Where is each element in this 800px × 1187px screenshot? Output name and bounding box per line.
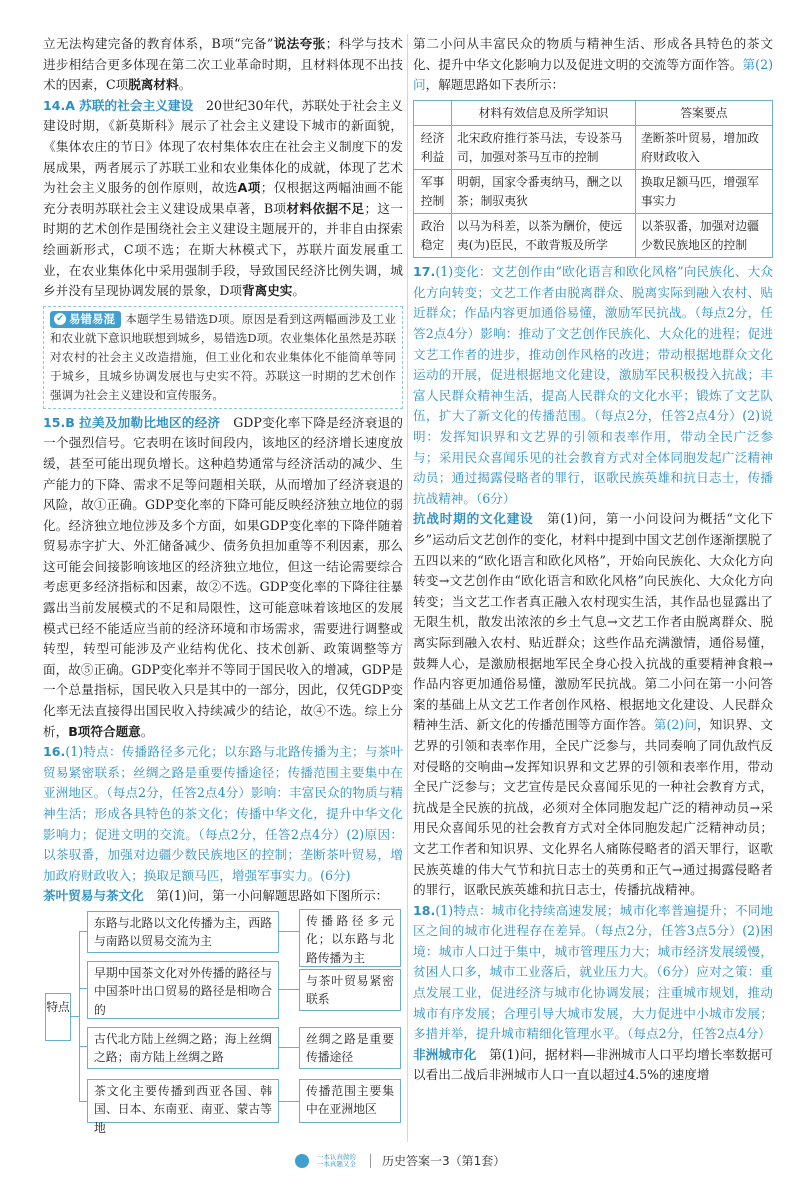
table-cell: 以茶驭番，加强对边疆少数民族地区的控制 bbox=[635, 214, 772, 258]
diagram-connector bbox=[79, 931, 80, 1101]
tea-analysis: 茶叶贸易与茶文化 第(1)问，第一小问解题思路如下图所示： bbox=[43, 888, 389, 904]
table-row-label: 政治稳定 bbox=[414, 214, 452, 258]
diagram-connector bbox=[79, 988, 87, 989]
analysis-table bbox=[413, 100, 773, 259]
diagram-connector bbox=[71, 1016, 79, 1017]
footer-separator bbox=[370, 1154, 371, 1168]
africa-topic: 非洲城市化 bbox=[413, 1046, 477, 1062]
diagram-feature-box: 与茶叶贸易紧密联系 bbox=[299, 969, 401, 1011]
diagram-material-box: 东路与北路以文化传播为主，西路与南路以贸易交流为主 bbox=[87, 911, 279, 953]
error-tip-text: 本题学生易错选D项。原因是看到这两幅画涉及工业和农业就下意识地联想到城乡，易错选D项。农业集体化虽然是苏联对农村的社会主义改造措施，但工业化和农业集体化不能简单等同于城乡，且城乡协调发展也与史实不符。苏联这一时期的艺术创作强调为社会主义建设和宣传服务。 bbox=[50, 311, 396, 402]
question-14: 14.A 苏联的社会主义建设 20世纪30年代，苏联处于社会主义建设时期，《新莫斯科》展示了社会主义建设下城市的新面貌，《集体农庄的节日》体现了农村集体农庄在社会主义制度下的发展成果，两者展示了苏联工业和农业集体化的成就，体现了艺术为社会主义服务的创作原则，故选A项；仅根据这两幅油画不能充分表明苏联社会主义建设成果卓著，B项材料依据不足；这一时期的艺术创作是围绕社会主义建设主题展开的，并非自由探索绘画新形式，C项不选；在斯大林模式下，苏联片面发展重工业，在农业集体化中采用强制手段，导致国民经济比例失调，城乡并没有呈现协调发展的景象，D项背离史实。 bbox=[43, 97, 404, 299]
question-15-number: 15.B bbox=[43, 414, 75, 430]
table-cell: 北宋政府推行茶马法，专设茶马司，加强对茶马互市的控制 bbox=[452, 126, 636, 170]
question-18 bbox=[413, 901, 773, 1045]
table-cell: 以马为科差，以茶为酬价，使远夷(为)臣民，不敢背叛及所学 bbox=[452, 214, 636, 258]
diagram-connector bbox=[79, 1101, 87, 1102]
error-tip-badge: ✔ 易错易混 bbox=[50, 311, 121, 328]
diagram-arrow bbox=[279, 989, 299, 990]
question-16-number: 16. bbox=[43, 744, 66, 760]
diagram-side-label: 特点 bbox=[45, 993, 71, 1041]
africa-analysis: 非洲城市化 第(1)问，据材料—非洲城市人口平均增长率数据可以看出二战后非洲城市人口一直以超过4.5%的速度增 bbox=[413, 1046, 774, 1083]
question-16 bbox=[43, 742, 403, 886]
table-cell: 换取足额马匹，增强军事实力 bbox=[635, 170, 772, 214]
table-cell: 明朝，国家令番夷纳马，酬之以茶；制驭夷狄 bbox=[452, 170, 636, 214]
tea-topic: 茶叶贸易与茶文化 bbox=[43, 888, 144, 904]
page-footer bbox=[0, 1150, 800, 1178]
features-diagram bbox=[43, 909, 403, 1135]
diagram-material-box: 古代北方陆上丝绸之路；海上丝绸之路；南方陆上丝绸之路 bbox=[87, 1027, 279, 1069]
table-row bbox=[414, 170, 773, 214]
table-header-cell: 答案要点 bbox=[635, 100, 772, 126]
brand-text: 一本认真做的 一本真题又全 bbox=[316, 1152, 356, 1168]
diagram-connector bbox=[79, 931, 87, 932]
table-header-row bbox=[414, 100, 773, 126]
diagram-feature-box: 传播范围主要集中在亚洲地区 bbox=[299, 1079, 401, 1123]
table-row-label: 经济利益 bbox=[414, 126, 452, 170]
war-analysis: 抗战时期的文化建设 第(1)问，第一小问设问为概括“文化下乡”运动后文艺创作的变化，材料中提到中国文艺创作逐渐摆脱了五四以来的“欧化语言和欧化风格”，开始向民族化、大众化方向转变→文艺创作由“欧化语言和欧化风格”向民族化、大众化方向转变；当文艺工作者真正融入农村现实生活，其作品也显露出了无限生机，散发出浓浓的乡土气息→文艺工作者由脱离群众、脱离实际到融入农村、贴近群众；这些作品充满激情，通俗易懂，鼓舞人心，是激励根据地军民全身心投入抗战的重要精神食粮→作品内容更加通俗易懂，激励军民抗战。第二小问在第一小问答案的基础上从文艺工作者创作风格、根据地文化建设、人民群众精神生活、新文化的传播范围等方面作答。第(2)问，知识界、文艺界的引领和表率作用，全民广泛参与，共同奏响了同仇敌忾反对侵略的交响曲→发挥知识界和文艺界的引领和表率作用，带动全民广泛参与；文艺宣传是民众喜闻乐见的一种社会教育方式，抗战是全民族的抗战，必须对全体同胞发起广泛的精神动员→采用民众喜闻乐见的社会教育方式对全体同胞发起广泛精神动员；文艺工作者和知识界、文化界名人痛陈侵略者的滔天罪行，讴歌民族英雄的伟大气节和抗日志士的英勇和正气→通过揭露侵略者的罪行，讴歌民族英雄和抗日志士，传播抗战精神。 bbox=[413, 511, 774, 898]
diagram-material-box: 茶文化主要传播到西亚各国、韩国、日本、东南亚、南亚、蒙古等地 bbox=[87, 1079, 279, 1123]
table-header-blank bbox=[414, 100, 452, 126]
diagram-connector bbox=[79, 1046, 87, 1047]
table-row bbox=[414, 214, 773, 258]
right-column bbox=[413, 34, 773, 1086]
diagram-arrow bbox=[279, 1101, 299, 1102]
question-15-topic: 拉美及加勒比地区的经济 bbox=[79, 414, 221, 430]
diagram-feature-box: 丝绸之路是重要传播途径 bbox=[299, 1027, 401, 1069]
error-tip-box bbox=[43, 306, 403, 409]
column-divider bbox=[407, 34, 408, 1142]
question-17-number: 17. bbox=[413, 264, 436, 280]
diagram-arrow bbox=[279, 1047, 299, 1048]
question-18-number: 18. bbox=[413, 902, 436, 918]
diagram-arrow bbox=[279, 931, 299, 932]
paragraph-continuation: 立无法构建完备的教育体系，B项“完备”说法夸张；科学与技术进步相结合更多体现在第二次工业革命时期，且材料体现不出技术的因素，C项脱离材料。 bbox=[43, 36, 404, 93]
diagram-feature-box: 传播路径多元化；以东路与北路传播为主 bbox=[299, 909, 401, 967]
table-cell: 垄断茶叶贸易，增加政府财政收入 bbox=[635, 126, 772, 170]
question-17-answer: (1)变化：文艺创作由“欧化语言和欧化风格”向民族化、大众化方向转变；文艺工作者由脱离群众、脱离实际到融入农村、贴近群众；作品内容更加通俗易懂，激励军民抗战。（每点2分，任答2点4分）影响：推动了文艺创作民族化、大众化的进程；促进文艺工作者的进步，推动创作风格的改进；带动根据地群众文化运动的开展，促进根据地文化建设，激励军民积极投入抗战；丰富人民群众精神生活，提高人民群众的文化水平；锻炼了文艺队伍，扩大了新文化的传播范围。（每点2分，任答2点4分）(2)说明：发挥知识界和文艺界的引领和表率作用，带动全民广泛参与；采用民众喜闻乐见的社会教育方式对全体同胞发起广泛精神动员；通过揭露侵略者的罪行，讴歌民族英雄和抗日志士，传播抗战精神。（6分） bbox=[413, 264, 773, 506]
table-row bbox=[414, 126, 773, 170]
question-17 bbox=[413, 262, 773, 509]
question-18-answer: (1)特点：城市化持续高速发展；城市化率普遍提升；不同地区之间的城市化进程存在差异。（每点2分，任答3点5分）(2)困境：城市人口过于集中，城市管理压力大；城市经济发展缓慢，贫困人口多，城市工业落后，就业压力大。（6分）应对之策：重点发展工业，促进经济与城市化协调发展；注重城市规划，推动城市有序发展；合理引导大城市发展，大力促进中小城市发展；多措并举，提升城市精细化管理水平。（每点2分，任答2点4分） bbox=[413, 902, 773, 1042]
check-icon: ✔ bbox=[54, 313, 66, 325]
question-15: 15.B 拉美及加勒比地区的经济 GDP变化率下降是经济衰退的一个强烈信号。它表明在该时间段内，该地区的经济增长速度放缓，甚至可能出现负增长。这种趋势通常与经济活动的减少、生产能力的下降、需求不足等问题相关联，从而增加了经济衰退的风险，故①正确。GDP变化率的下降可能反映经济独立地位的弱化。经济独立地位涉及多个方面，如果GDP变化率的下降伴随着贸易赤字扩大、外汇储备减少、债务负担加重等不利因素，那么这可能会间接影响该地区的经济独立地位，但这一结论需要综合考虑更多经济指标和因素，故②不选。GDP变化率的下降往往暴露出当前发展模式的不足和局限性，这可能意味着该地区的发展模式已经不能适应当前的经济环境和市场需求，需要进行调整或转型，转型可能涉及产业结构优化、技术创新、政策调整等方面，故⑤正确。GDP变化率并不等同于国民收入的增减，GDP是一个总量指标，国民收入只是其中的一部分，因此，仅凭GDP变化率无法直接得出国民收入持续减少的结论，故④不选。综上分析，B项符合题意。 bbox=[43, 414, 404, 739]
question-14-number: 14.A bbox=[43, 97, 76, 113]
question-14-topic: 苏联的社会主义建设 bbox=[79, 97, 194, 113]
brand-logo-icon bbox=[295, 1154, 309, 1168]
war-topic: 抗战时期的文化建设 bbox=[413, 511, 534, 527]
table-header-cell: 材料有效信息及所学知识 bbox=[452, 100, 636, 126]
question-16-answer: (1)特点：传播路径多元化；以东路与北路传播为主；与茶叶贸易紧密联系；丝绸之路是重要传播途径；传播范围主要集中在亚洲地区。（每点2分，任答2点4分）影响：丰富民众的物质与精神生活；形成各具特色的茶文化；传播中华文化，提升中华文化影响力；促进文明的交流。（每点2分，任答2点4分）(2)原因：以茶驭番，加强对边疆少数民族地区的控制；垄断茶叶贸易，增加政府财政收入；换取足额马匹，增强军事实力。(6分) bbox=[43, 744, 403, 883]
diagram-material-box: 早期中国茶文化对外传播的路径与中国茶叶出口贸易的路径是相吻合的 bbox=[87, 961, 279, 1019]
left-column bbox=[43, 34, 404, 1135]
paragraph-continuation: 第二小问从丰富民众的物质与精神生活、形成各具特色的茶文化、提升中华文化影响力以及促进文明的交流等方面作答。第(2)问，解题思路如下表所示： bbox=[413, 36, 773, 93]
table-row-label: 军事控制 bbox=[414, 170, 452, 214]
page-label: 历史答案一3（第1套） bbox=[382, 1154, 506, 1168]
